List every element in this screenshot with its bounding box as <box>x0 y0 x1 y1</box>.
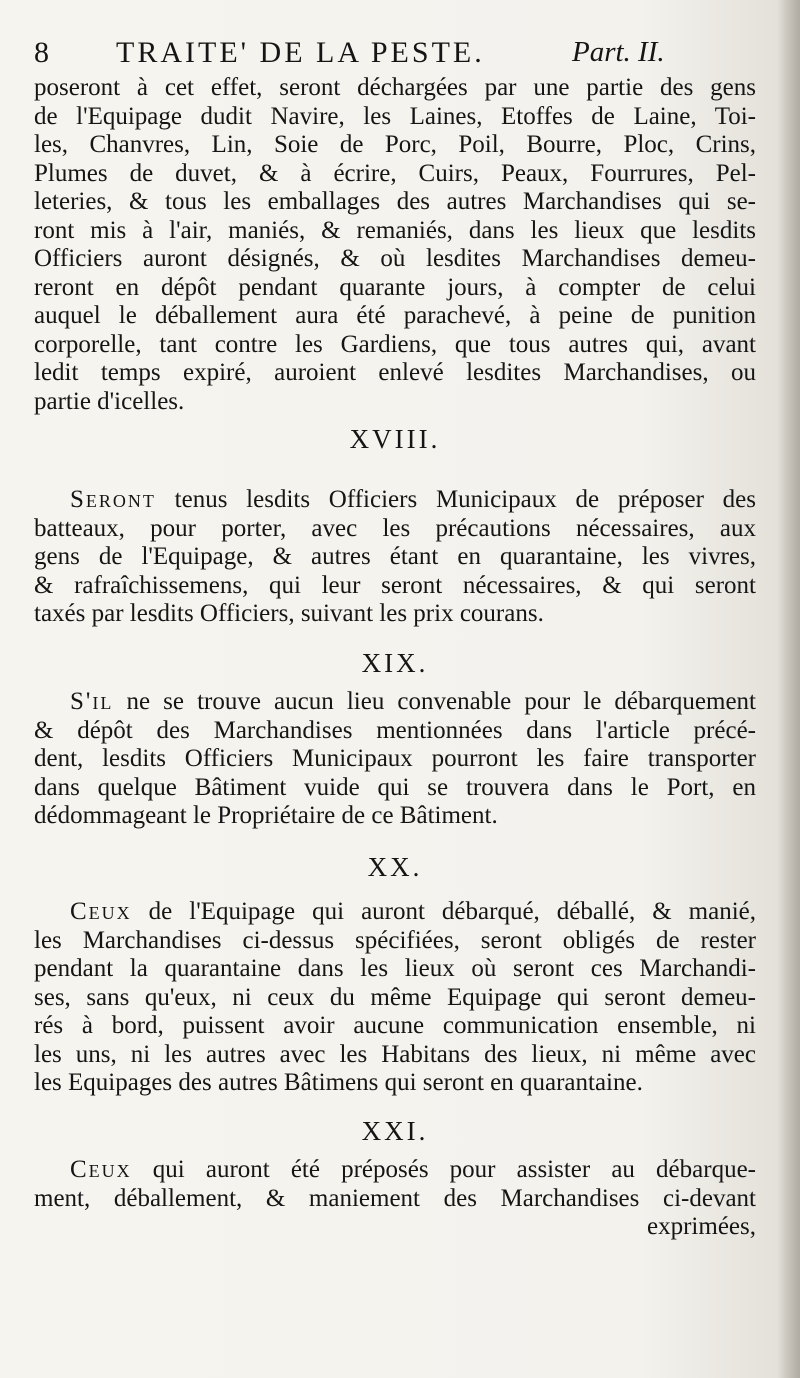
text-line: reront en dépôt pendant quarante jours, à compter de celui <box>34 273 756 301</box>
text-line: Plumes de duvet, & à écrire, Cuirs, Peaux, Fourrures, Pel- <box>34 159 756 187</box>
article-xix-text <box>34 688 756 831</box>
text-line: dans quelque Bâtiment vuide qui se trouvera dans le Port, en <box>34 773 756 801</box>
running-header <box>34 30 754 74</box>
text-line: Officiers auront désignés, & où lesdites Marchandises demeu- <box>34 245 756 272</box>
text-line: les Marchandises ci-dessus spécifiées, seront obligés de rester <box>34 926 756 954</box>
text-line: dent, lesdits Officiers Municipaux pourront les faire transporter <box>34 745 756 772</box>
lead-word: Ceux <box>70 1156 132 1183</box>
text-line: ledit temps expiré, auroient enlevé lesdites Marchandises, ou <box>34 359 756 386</box>
text-line: ront mis à l'air, maniés, & remaniés, dans les lieux que lesdits <box>34 216 756 244</box>
text-line <box>34 486 756 515</box>
line-text: tenus lesdits Officiers Municipaux de préposer des <box>155 486 756 513</box>
text-line: les uns, ni les autres avec les Habitans des lieux, ni même avec <box>34 1040 756 1068</box>
text-line: & dépôt des Marchandises mentionnées dans l'article précé- <box>34 716 756 744</box>
article-heading-xviii: XVIII. <box>349 424 441 454</box>
lead-word: Seront <box>70 486 156 513</box>
part-label: Part. II. <box>572 36 665 68</box>
lead-word: S'il <box>70 688 114 715</box>
article-heading-xx: XX. <box>367 852 423 882</box>
text-line: leteries, & tous les emballages des autres Marchandises qui se- <box>34 188 756 215</box>
text-line: dédommageant le Propriétaire de ce Bâtiment. <box>34 802 498 829</box>
text-line: gens de l'Equipage, & autres étant en quarantaine, les vivres, <box>34 543 756 570</box>
text-line: partie d'icelles. <box>34 387 185 415</box>
text-line: de l'Equipage dudit Navire, les Laines, Etoffes de Laine, Toi- <box>34 102 756 130</box>
text-line: ment, déballement, & maniement des Marchandises ci-devant <box>34 1184 756 1212</box>
text-line: auquel le déballement aura été parachevé, à peine de punition <box>34 302 756 329</box>
running-title: TRAITE' DE LA PESTE. <box>116 36 485 69</box>
article-heading-xxi: XXI. <box>361 1116 429 1146</box>
text-line <box>34 1156 756 1185</box>
page-number: 8 <box>34 36 50 69</box>
article-heading-xix: XIX. <box>361 648 429 678</box>
text-line: & rafraîchissemens, qui leur seront nécessaires, & qui seront <box>34 571 756 599</box>
text-line: ses, sans qu'eux, ni ceux du même Equipage qui seront demeu- <box>34 983 756 1011</box>
text-line: corporelle, tant contre les Gardiens, que tous autres qui, avant <box>34 330 756 358</box>
line-text: ne se trouve aucun lieu convenable pour le débarquement <box>113 688 756 715</box>
text-line: batteaux, pour porter, avec les précautions nécessaires, aux <box>34 514 756 542</box>
page-gutter-shadow <box>778 0 800 1378</box>
line-text: qui auront été préposés pour assister au débarque- <box>131 1156 756 1183</box>
line-text: de l'Equipage qui auront débarqué, déballé, & manié, <box>131 898 756 925</box>
text-line: taxés par lesdits Officiers, suivant les prix courans. <box>34 600 544 627</box>
text-line: pendant la quarantaine dans les lieux où seront ces Marchandi- <box>34 955 756 982</box>
catchword: exprimées, <box>647 1213 756 1240</box>
article-xviii-text <box>34 486 756 629</box>
text-line <box>34 898 756 927</box>
text-line: les Equipages des autres Bâtimens qui seront en quarantaine. <box>34 1069 643 1096</box>
article-xx-text <box>34 898 756 1098</box>
text-line <box>34 688 756 717</box>
article-xxi-text <box>34 1156 756 1242</box>
text-line: les, Chanvres, Lin, Soie de Porc, Poil, Bourre, Ploc, Crins, <box>34 131 756 158</box>
text-line: poseront à cet effet, seront déchargées par une partie des gens <box>34 74 756 101</box>
lead-word: Ceux <box>70 898 132 925</box>
paragraph-continued <box>34 74 756 416</box>
text-line: rés à bord, puissent avoir aucune communication ensemble, ni <box>34 1012 756 1039</box>
